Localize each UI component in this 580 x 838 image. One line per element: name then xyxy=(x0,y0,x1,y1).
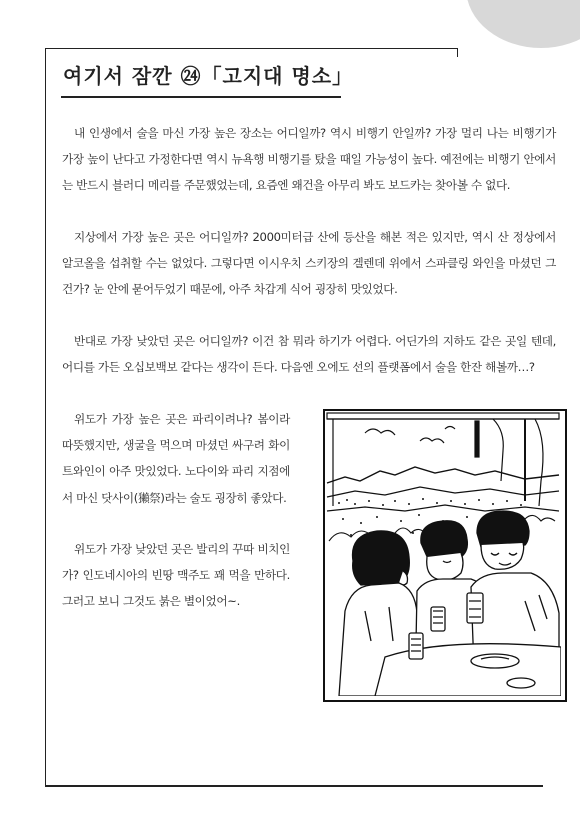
paragraph-5: 위도가 가장 낮았던 곳은 발리의 꾸따 비치인가? 인도네시아의 빈땅 맥주도 꽤 먹을 만하다. 그러고 보니 그것도 붉은 별이었어~. xyxy=(62,542,290,609)
frame-bottom-rule xyxy=(45,785,543,787)
corner-decoration xyxy=(466,0,580,48)
paragraph-4: 위도가 가장 높은 곳은 파리이려나? 봄이라 따뜻했지만, 생굴을 먹으며 마셨던 싸구려 화이트와인이 아주 맛있었다. 노다이와 파리 지점에서 마신 닷사이(獺祭)라는 술도 굉장히 좋았다. xyxy=(62,412,290,505)
frame-tick xyxy=(457,48,458,57)
page-title: 여기서 잠깐 ㉔「고지대 명소」 xyxy=(63,64,354,88)
manga-drinking-scene-illustration xyxy=(323,409,567,702)
paragraph-2: 지상에서 가장 높은 곳은 어디일까? 2000미터급 산에 등산을 해본 적은 있지만, 역시 산 정상에서 알코올을 섭취할 수는 없었다. 그렇다면 이시우치 스키장의 겔렌데 위에서 스파클링 와인을 마셨던 그건가? 눈 안에 묻어두었기 때문에, 아주 차갑게 식어 굉장히 맛있었다. xyxy=(62,230,556,297)
paragraph-3: 반대로 가장 낮았던 곳은 어디일까? 이건 참 뭐라 하기가 어렵다. 어딘가의 지하도 같은 곳일 텐데, 어디를 가든 오십보백보 같다는 생각이 든다. 다음엔 오에도 선의 플랫폼에서 술을 한잔 해볼까…? xyxy=(62,334,556,375)
title-underline xyxy=(61,96,341,98)
paragraph-1: 내 인생에서 술을 마신 가장 높은 장소는 어디일까? 역시 비행기 안일까? 가장 멀리 나는 비행기가 가장 높이 난다고 가정한다면 역시 뉴욕행 비행기를 탔을 때일 가능성이 높다. 예전에는 비행기 안에서는 반드시 블러디 메리를 주문했었는데, 요즘엔 왜건을 아무리 봐도 보드카는 찾아볼 수 없다. xyxy=(62,126,556,193)
frame-top-rule xyxy=(45,48,458,49)
frame-left-rule xyxy=(45,48,46,786)
